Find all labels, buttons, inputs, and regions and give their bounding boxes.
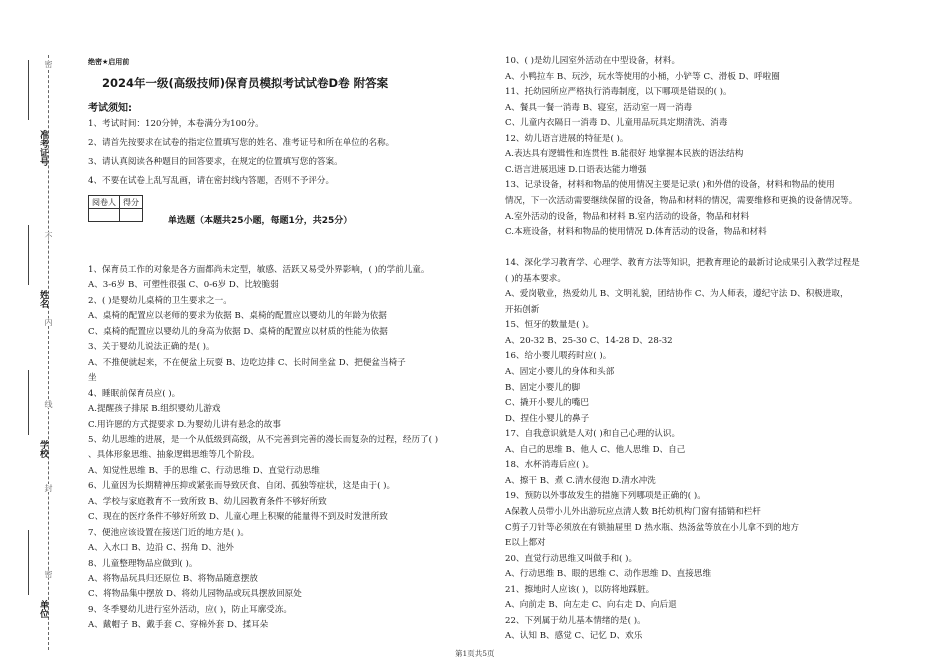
question-line: A、小鸭拉车 B、玩沙，玩水等使用的小桶，小铲等 C、滑板 D、呼啦圈: [505, 71, 780, 82]
question-line: A.表达具有逻辑性和连贯性 B.能很好 地掌握本民族的语法结构: [505, 149, 744, 160]
exam-title: 2024年一级(高级技师)保育员模拟考试试卷D卷 附答案: [102, 76, 389, 90]
question-line: A.提醒孩子排尿 B.组织婴幼儿游戏: [88, 404, 221, 415]
question-line: A、行动思维 B、眼的思维 C、动作思维 D、直接思维: [505, 569, 712, 580]
seal-mark: 不: [44, 232, 53, 240]
section-heading: 单选题（本题共25小题，每题1分，共25分）: [168, 216, 353, 226]
name-label: 姓名: [38, 290, 48, 308]
question-line: B、固定小婴儿的脚: [505, 382, 581, 393]
unit-blank: [28, 530, 29, 595]
notice-item: 4、不要在试卷上乱写乱画，请在密封线内答题，否则不予评分。: [88, 176, 335, 186]
question-line: 6、儿童因为长期精神压抑或紧张而导致厌食、自闭、孤独等症状，这是由于( )。: [88, 481, 396, 492]
question-line: 17、自我意识就是人对( )和自己心理的认识。: [505, 429, 681, 440]
question-line: 13、记录设备，材料和物品的使用情况主要是记录( )和外借的设备，材料和物品的使用: [505, 180, 835, 191]
question-line: 22、下列属于幼儿基本情绪的是( )。: [505, 615, 646, 626]
notice-item: 2、请首先按要求在试卷的指定位置填写您的姓名、准考证号和所在单位的名称。: [88, 138, 395, 148]
candidate-number-blank: [28, 60, 29, 120]
question-line: 开拓创新: [505, 304, 540, 315]
question-line: A、餐具一餐一消毒 B、寝室，活动室一周一消毒: [505, 102, 693, 113]
score-header: 得分: [120, 196, 143, 209]
question-line: 8、儿童整理物品应做到( )。: [88, 558, 198, 569]
grader-cell: [89, 209, 120, 222]
question-line: A、桌椅的配置应以老师的要求为依据 B、桌椅的配置应以婴幼儿的年龄为依据: [88, 311, 387, 322]
question-line: A、认知 B、感觉 C、记忆 D、欢乐: [505, 631, 643, 642]
question-line: C、儿童内衣隔日一消毒 D、儿童用品玩具定期清洗、消毒: [505, 118, 728, 129]
question-line: A、固定小婴儿的身体和头部: [505, 367, 615, 377]
question-line: 12、幼儿语言进展的特征是( )。: [505, 133, 629, 144]
notice-item: 1、考试时间：120分钟，本卷满分为100分。: [88, 119, 264, 129]
question-line: 2、( )是婴幼儿桌椅的卫生要求之一。: [88, 295, 232, 306]
secret-label: 绝密★启用前: [88, 58, 130, 66]
question-line: A.室外活动的设备，物品和材料 B.室内活动的设备，物品和材料: [505, 211, 750, 222]
notice-item: 3、请认真阅读各种题目的回答要求，在规定的位置填写您的答案。: [88, 157, 343, 167]
question-line: 19、预防以外事故发生的措施下列哪项是正确的( )。: [505, 491, 706, 502]
question-line: C、将物品集中摆放 D、将幼儿园物品或玩具摆放回原处: [88, 589, 302, 600]
question-line: D、捏住小婴儿的鼻子: [505, 413, 590, 424]
question-line: 7、便池应该设置在接送门近的地方是( )。: [88, 527, 249, 538]
question-line: C、现在的医疗条件不够好所致 D、儿童心理上积聚的能量得不到及时发泄所致: [88, 512, 388, 523]
question-line: A、擦干 B、煮 C.清水侵泡 D.清水冲洗: [505, 475, 656, 486]
question-line: A、将物品玩具归还原位 B、将物品随意摆放: [88, 574, 258, 584]
question-line: A保教人员带小儿外出游玩应点清人数 B托幼机构门窗有插销和栏杆: [505, 506, 761, 517]
question-line: C剪子刀针等必须放在有锁抽屉里 D 热水瓶、热汤盆等放在小儿拿不到的地方: [505, 522, 799, 533]
question-line: A、不推便就起来，不在便盆上玩耍 B、边吃边排 C、长时间坐盆 D、把便盆当椅子: [88, 357, 406, 368]
question-line: A、入水口 B、边沿 C、拐角 D、池外: [88, 543, 234, 554]
seal-mark: 密: [44, 60, 53, 68]
question-line: 15、恒牙的数量是( )。: [505, 320, 595, 331]
question-line: C.用许愿的方式提要求 D.为婴幼儿讲有悬念的故事: [88, 419, 281, 430]
question-line: 3、关于婴幼儿说法正确的是( )。: [88, 342, 215, 353]
question-line: A、戴帽子 B、戴手套 C、穿棉外套 D、揉耳朵: [88, 620, 269, 631]
question-line: 9、冬季婴幼儿进行室外活动，应( )，防止耳廓受冻。: [88, 604, 292, 615]
unit-label: 单位: [38, 600, 48, 618]
question-line: C.语言进展迅速 D.口语表达能力增强: [505, 164, 647, 175]
question-line: A、爱岗敬业，热爱幼儿 B、文明礼貌，团结协作 C、为人师表，遵纪守法 D、积极进取，: [505, 289, 849, 300]
question-line: A、知觉性思维 B、手的思维 C、行动思维 D、直觉行动思维: [88, 465, 320, 476]
question-line: C、桌椅的配置应以婴幼儿的身高为依据 D、桌椅的配置应以材质的性能为依据: [88, 326, 388, 337]
question-line: E以上都对: [505, 538, 546, 549]
binding-strip: [0, 0, 80, 671]
question-line: A、20-32 B、25-30 C、14-28 D、28-32: [505, 335, 673, 346]
page-footer: 第1页共5页: [455, 649, 495, 658]
name-blank: [28, 225, 29, 285]
question-line: 、具体形象思维、抽象逻辑思维等几个阶段。: [88, 450, 260, 461]
notice-heading: 考试须知:: [88, 103, 132, 114]
score-table: [88, 195, 143, 222]
question-line: C.本班设备，材料和物品的使用情况 D.体育活动的设备，物品和材料: [505, 227, 767, 238]
question-line: A、自己的思维 B、他人 C、他人思维 D、自己: [505, 444, 686, 455]
question-line: 18、水杯消毒后应( )。: [505, 460, 595, 471]
question-line: 20、直觉行动思维又叫做手和( )。: [505, 553, 638, 564]
question-line: ( )的基本要求。: [505, 273, 566, 284]
seal-mark: 线: [44, 400, 53, 408]
question-line: 14、深化学习教育学、心理学、教育方法等知识，把教育理论的最新讨论成果引入教学过程是: [505, 258, 860, 269]
question-line: 21、擦地时人应该( )，以防将地踩脏。: [505, 584, 655, 595]
question-line: 情况，下一次活动需要继续保留的设备，物品和材料的情况，需要维修和更换的设备情况等。: [505, 195, 858, 206]
seal-mark: 密: [44, 570, 53, 578]
question-line: 1、保育员工作的对象是各方面都尚未定型，敏感、活跃又易受外界影响，( )的学前儿童。: [88, 265, 430, 275]
question-line: A、3-6岁 B、可塑性很强 C、0-6岁 D、比较脆弱: [88, 280, 279, 291]
score-cell: [120, 209, 143, 222]
question-line: 4、睡眠前保育员应( )。: [88, 388, 181, 399]
question-line: A、学校与家庭教育不一致所致 B、幼儿园教育条件不够好所致: [88, 496, 327, 507]
question-line: 16、给小婴儿喂药时应( )。: [505, 351, 612, 362]
grader-header: 阅卷人: [89, 196, 120, 209]
school-blank: [28, 370, 29, 435]
candidate-number-label: 准考证号: [38, 130, 48, 166]
seal-mark: 内: [44, 318, 53, 326]
question-line: 10、( )是幼儿园室外活动在中型设备，材料。: [505, 56, 681, 66]
question-line: A、向前走 B、向左走 C、向右走 D、向后退: [505, 600, 677, 611]
question-line: 坐: [88, 373, 97, 384]
school-label: 学校: [38, 440, 48, 458]
seal-mark: 封: [44, 484, 53, 492]
question-line: 5、幼儿思维的进展，是一个从低级到高级，从不完善到完善的漫长而复杂的过程，经历了( ): [88, 434, 439, 445]
question-line: C、撬开小婴儿的嘴巴: [505, 398, 589, 409]
question-line: 11、托幼园所应严格执行消毒制度，以下哪项是错误的( )。: [505, 87, 732, 98]
seal-line: [48, 55, 49, 650]
